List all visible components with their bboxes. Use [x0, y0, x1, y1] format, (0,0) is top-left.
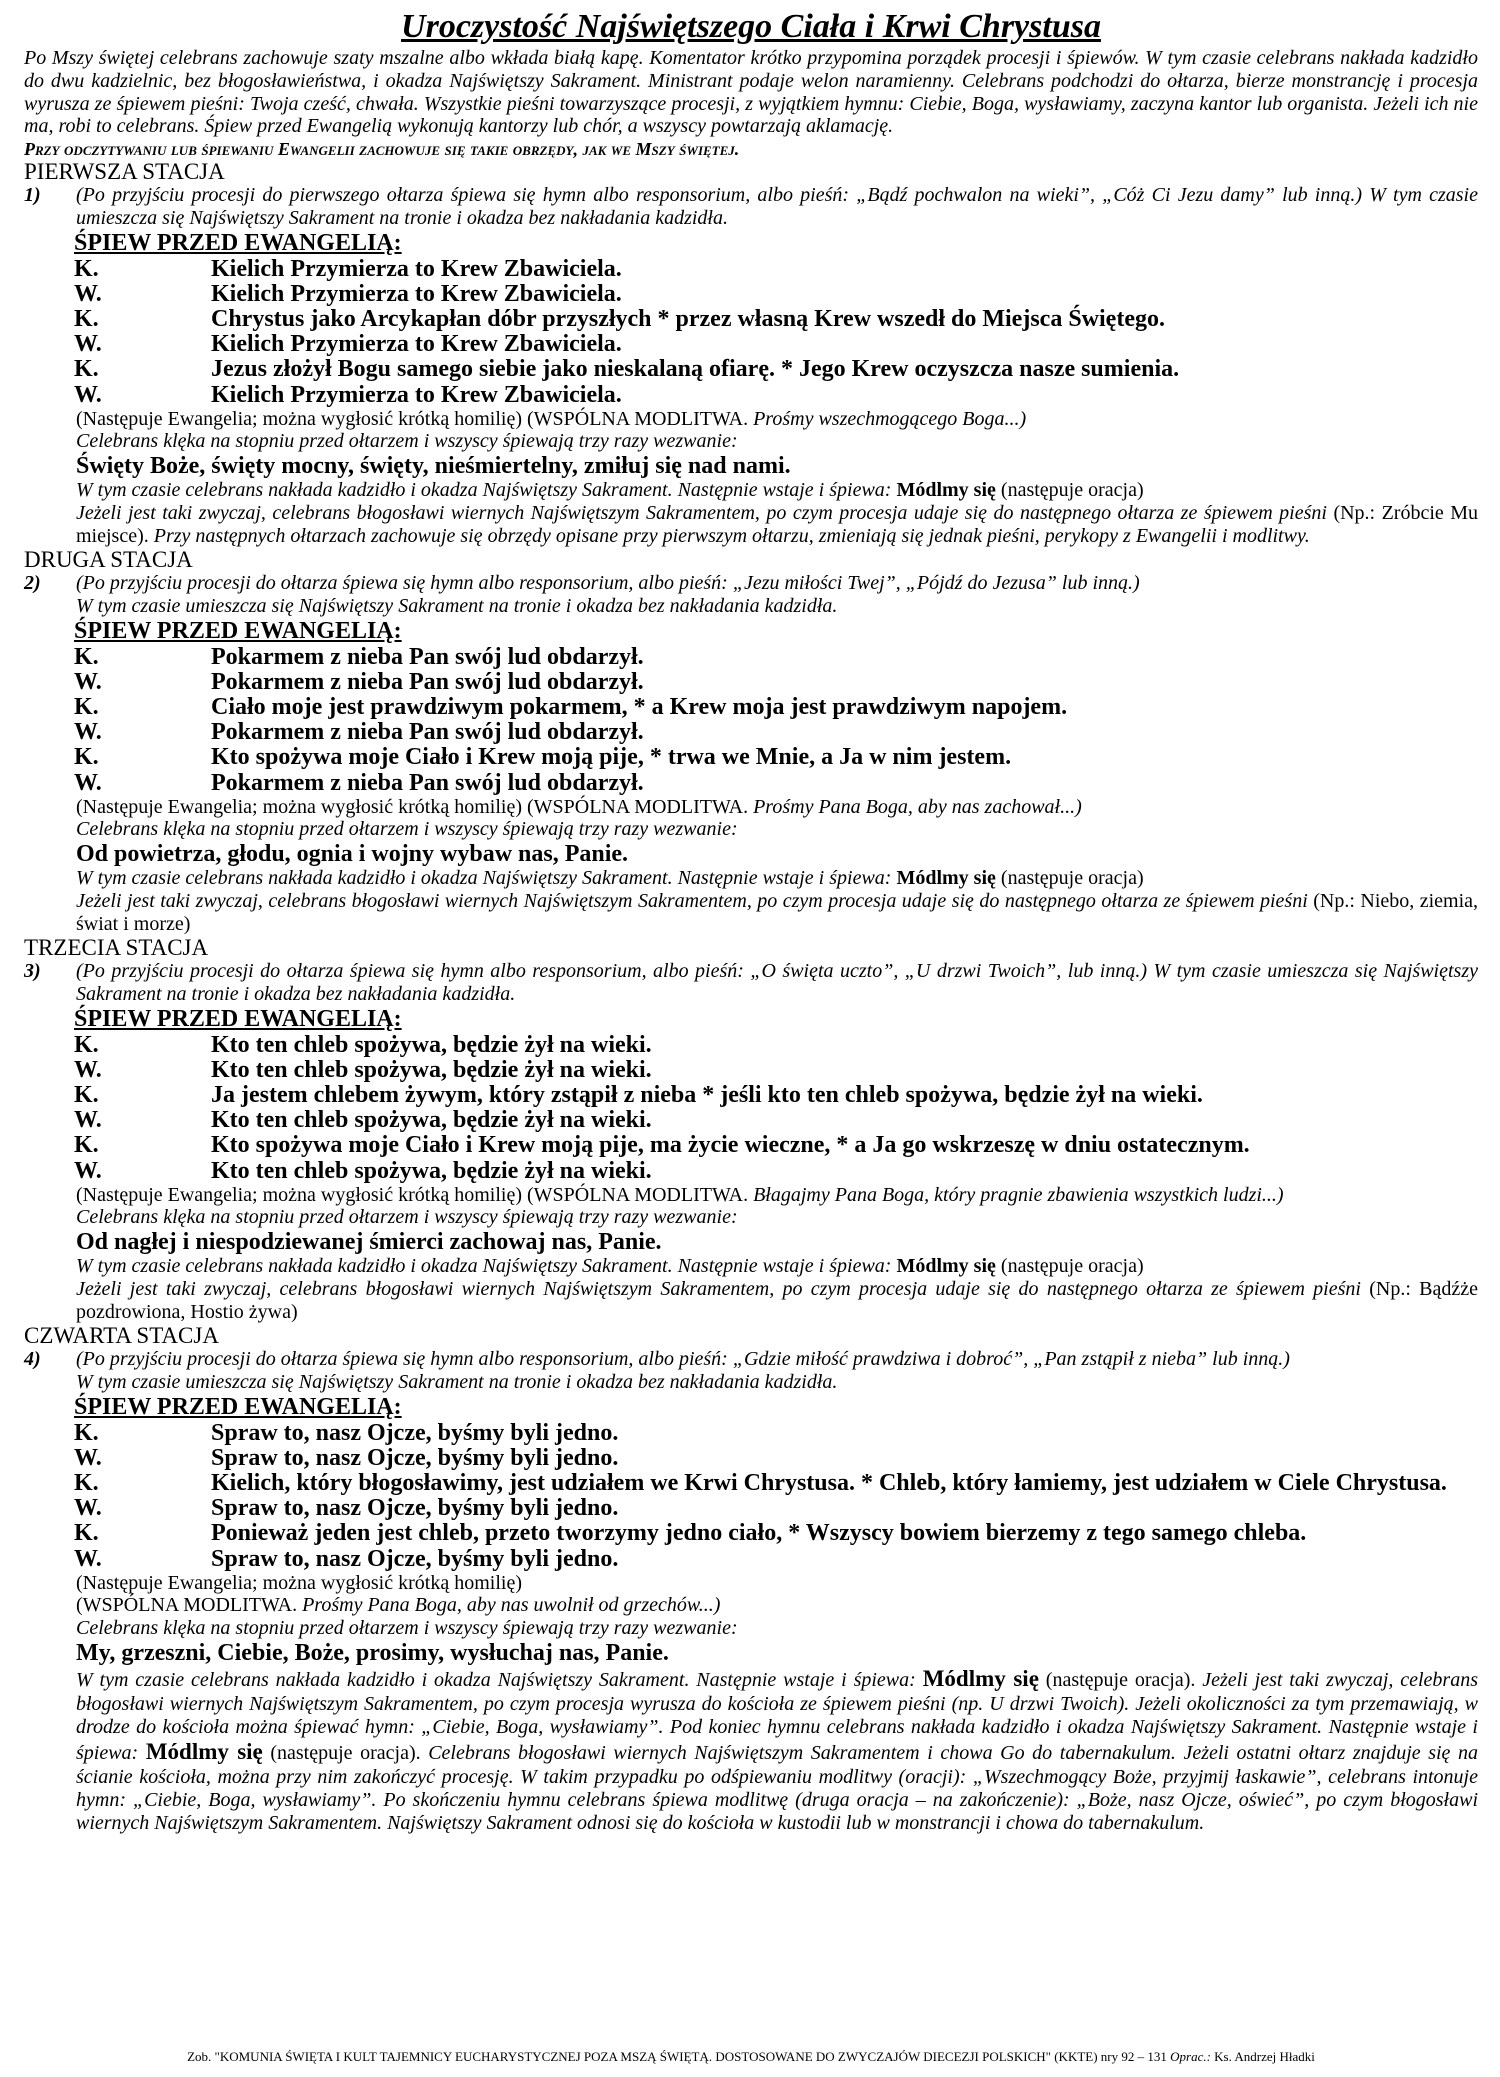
response-line	[24, 1521, 1478, 1546]
response-text: Kielich, który błogosławimy, jest udziałem we Krwi Chrystusa. * Chleb, który łamiemy, jest udziałem w Ciele Chrystusa.	[211, 1469, 1447, 1496]
station-title: CZWARTA STACJA	[24, 1323, 219, 1349]
response-text: Ja jestem chlebem żywym, który zstąpił z nieba * jeśli kto ten chleb spożywa, będzie żył na wieki.	[211, 1081, 1203, 1108]
station-number: 3)	[24, 960, 41, 983]
blessing-instruction	[24, 502, 1478, 547]
modlmy-label: Módlmy się	[896, 1255, 996, 1278]
response-text: Ponieważ jeden jest chleb, przeto tworzymy jedno ciało, * Wszyscy bowiem bierzemy z tego samego chleba.	[211, 1520, 1307, 1547]
station-intro	[24, 1348, 1478, 1371]
response-line	[24, 1496, 1478, 1521]
response-text: Spraw to, nasz Ojcze, byśmy byli jedno.	[211, 1419, 619, 1446]
response-line	[24, 1033, 1478, 1058]
blessing-text: Jeżeli jest taki zwyczaj, celebrans błogosławi wiernych Najświętszym Sakramentem, po czym procesja udaje się do następnego ołtarza ze śpiewem pieśni	[76, 889, 1308, 912]
response-leader: K.	[74, 1419, 99, 1446]
final-text-1: W tym czasie celebrans nakłada kadzidło i okadza Najświętszy Sakrament. Następnie wstaje i śpiewa:	[76, 1668, 916, 1691]
gospel-acclamation-heading: ŚPIEW PRZED EWANGELIĄ:	[74, 618, 402, 645]
response-leader: K.	[74, 1469, 99, 1496]
response-leader: K.	[74, 1081, 99, 1108]
response-leader: K.	[74, 305, 99, 332]
response-leader: K.	[74, 1132, 99, 1159]
invocation: Święty Boże, święty mocny, święty, nieśmiertelny, zmiłuj się nad nami.	[76, 452, 791, 479]
final-text-3: Celebrans błogosławi wiernych Najświętszym Sakramentem i chowa Go do tabernakulum. Jeżeli ostatni ołtarz znajduje się na ścianie kościoła, można przy nim zakończyć procesję. W takim przypadku po odśpiewaniu modlitwy (oracji): „Wszechmogący Boże, przyjmij łaskawie”, celebrans intonuje hymn: „Ciebie, Boga, wysławiamy”. Po skończeniu hymnu celebrans śpiewa modlitwę (druga oracja – na zakończenie): „Boże, nasz Ojcze, oświeć”, po czym błogosławi wiernych Najświętszym Sakramentem. Najświętszy Sakrament odnosi się do kościoła w kustodii lub w monstrancji i chowa do tabernakulum.	[76, 1741, 1479, 1834]
response-text: Kielich Przymierza to Krew Zbawiciela.	[211, 280, 622, 307]
response-line	[24, 282, 1478, 307]
gospel-acclamation-heading: ŚPIEW PRZED EWANGELIĄ:	[74, 230, 402, 257]
response-text: Spraw to, nasz Ojcze, byśmy byli jedno.	[211, 1545, 619, 1572]
incense-text: W tym czasie celebrans nakłada kadzidło i okadza Najświętszy Sakrament. Następnie wstaje i śpiewa:	[76, 479, 892, 502]
gospel-note	[24, 796, 1478, 819]
closing-instructions	[24, 1666, 1478, 1835]
response-text: Kto ten chleb spożywa, będzie żył na wieki.	[211, 1031, 652, 1058]
blessing-instruction	[24, 890, 1478, 935]
response-line	[24, 1133, 1478, 1158]
response-leader: K.	[74, 643, 99, 670]
gospel-acclamation-heading: ŚPIEW PRZED EWANGELIĄ:	[74, 1006, 402, 1033]
station-title: PIERWSZA STACJA	[24, 159, 225, 185]
station-intro	[24, 184, 1478, 229]
response-leader: W.	[74, 1157, 102, 1184]
station-title: DRUGA STACJA	[24, 547, 193, 573]
footer-author: Ks. Andrzej Hładki	[1214, 2049, 1315, 2064]
kneel-instruction: Celebrans klęka na stopniu przed ołtarzem i wszyscy śpiewają trzy razy wezwanie:	[76, 1206, 738, 1229]
sacrament-instruction: W tym czasie umieszcza się Najświętszy Sakrament na tronie i okadza bez nakładania kadzidła.	[76, 1370, 838, 1393]
response-leader: W.	[74, 1545, 102, 1572]
response-line	[24, 1547, 1478, 1572]
response-leader: W.	[74, 331, 102, 358]
response-line	[24, 332, 1478, 357]
song-suggestion: (Np.: Niebo, ziemia, świat i morze)	[76, 889, 1479, 935]
response-text: Chrystus jako Arcykapłan dóbr przyszłych * przez własną Krew wszedł do Miejsca Świętego.	[211, 305, 1165, 332]
station-intro	[24, 960, 1478, 1005]
response-line	[24, 1058, 1478, 1083]
response-line	[24, 383, 1478, 408]
oracja-label: (następuje oracja)	[1000, 479, 1144, 502]
gospel-note-text: (Następuje Ewangelia; można wygłosić krótką homilię) (WSPÓLNA MODLITWA.	[76, 1183, 749, 1206]
response-text: Ciało moje jest prawdziwym pokarmem, * a Krew moja jest prawdziwym napojem.	[211, 693, 1068, 720]
response-text: Kto spożywa moje Ciało i Krew moją pije, ma życie wieczne, * a Ja go wskrzeszę w dniu ostatecznym.	[211, 1132, 1250, 1159]
response-leader: W.	[74, 769, 102, 796]
invocation: Od powietrza, głodu, ognia i wojny wybaw nas, Panie.	[76, 840, 629, 867]
response-leader: K.	[74, 356, 99, 383]
gospel-note-text: (Następuje Ewangelia; można wygłosić krótką homilię) (WSPÓLNA MODLITWA.	[76, 407, 749, 430]
response-line	[24, 670, 1478, 695]
response-leader: W.	[74, 1444, 102, 1471]
response-text: Kto ten chleb spożywa, będzie żył na wieki.	[211, 1056, 652, 1083]
response-text: Pokarmem z nieba Pan swój lud obdarzył.	[211, 668, 644, 695]
footer-opr: Oprac.:	[1170, 2049, 1211, 2064]
station-intro	[24, 572, 1478, 595]
station-intro-text: (Po przyjściu procesji do ołtarza śpiewa się hymn albo responsorium, albo pieśń: „O święta uczto”, „U drzwi Twoich”, lub inną.) W tym czasie umieszcza się Najświętszy Sakrament na tronie i okadza bez nakładania kadzidła.	[76, 960, 1478, 1005]
response-leader: W.	[74, 280, 102, 307]
response-leader: W.	[74, 381, 102, 408]
gospel-acclamation-heading: ŚPIEW PRZED EWANGELIĄ:	[74, 1394, 402, 1421]
response-line	[24, 257, 1478, 282]
incense-instruction	[24, 1255, 1478, 1278]
gospel-note-text: (Następuje Ewangelia; można wygłosić krótką homilię) (WSPÓLNA MODLITWA.	[76, 795, 749, 818]
response-leader: W.	[74, 1107, 102, 1134]
response-leader: K.	[74, 1031, 99, 1058]
response-leader: W.	[74, 719, 102, 746]
incense-instruction	[24, 867, 1478, 890]
response-leader: K.	[74, 1520, 99, 1547]
response-line	[24, 645, 1478, 670]
footer-source: Zob. "KOMUNIA ŚWIĘTA I KULT TAJEMNICY EUCHARYSTYCZNEJ POZA MSZĄ ŚWIĘTĄ. DOSTOSOWANE DO ZWYCZAJÓW DIECEZJI POLSKICH" (KKTE) nry 92 – 131	[187, 2049, 1167, 2064]
final-text-2: Jeżeli jest taki zwyczaj, celebrans błogosławi wiernych Najświętszym Sakramentem, po czym procesja wyrusza do kościoła ze śpiewem pieśni (np. U drzwi Twoich). Jeżeli okoliczności za tym przemawiają, w drodze do kościoła można śpiewać hymn: „Ciebie, Boga, wysławiamy”. Pod koniec hymnu celebrans nakłada kadzidło i okadza Najświętszy Sakrament. Następnie wstaje i śpiewa:	[76, 1668, 1479, 1764]
modlmy-label: Módlmy się	[145, 1738, 263, 1764]
song-suggestion: (Np.: Zróbcie Mu miejsce).	[76, 501, 1479, 547]
response-leader: W.	[74, 1495, 102, 1522]
modlmy-label: Módlmy się	[896, 867, 996, 890]
oracja-label: (następuje oracja)	[1000, 867, 1144, 890]
invocation: My, grzeszni, Ciebie, Boże, prosimy, wysłuchaj nas, Panie.	[76, 1639, 669, 1666]
extra-note: Przy następnych ołtarzach zachowuje się obrzędy opisane przy pierwszym ołtarzu, zmieniają się jednak pieśni, perykopy z Ewangelii i modlitwy.	[153, 524, 1310, 547]
response-text: Pokarmem z nieba Pan swój lud obdarzył.	[211, 643, 644, 670]
gospel-note: (Następuje Ewangelia; można wygłosić krótką homilię)	[76, 1571, 522, 1594]
station-intro-text: (Po przyjściu procesji do ołtarza śpiewa się hymn albo responsorium, albo pieśń: „Jezu miłości Twej”, „Pójdź do Jezusa” lub inną.)	[76, 572, 1140, 595]
response-line	[24, 1446, 1478, 1471]
response-text: Spraw to, nasz Ojcze, byśmy byli jedno.	[211, 1444, 619, 1471]
invocation: Od nagłej i niespodziewanej śmierci zachowaj nas, Panie.	[76, 1228, 662, 1255]
response-line	[24, 745, 1478, 770]
response-text: Kielich Przymierza to Krew Zbawiciela.	[211, 381, 622, 408]
prayer-intention: Błagajmy Pana Boga, który pragnie zbawienia wszystkich ludzi...)	[753, 1183, 1284, 1206]
response-line	[24, 771, 1478, 796]
response-line	[24, 307, 1478, 332]
station-1	[24, 160, 1478, 547]
oracja-label: (następuje oracja).	[1045, 1668, 1196, 1691]
response-text: Kielich Przymierza to Krew Zbawiciela.	[211, 255, 622, 282]
oracja-label: (następuje oracja).	[270, 1741, 421, 1764]
gospel-note	[24, 408, 1478, 431]
response-text: Pokarmem z nieba Pan swój lud obdarzył.	[211, 769, 644, 796]
response-leader: W.	[74, 1056, 102, 1083]
response-text: Kto ten chleb spożywa, będzie żył na wieki.	[211, 1107, 652, 1134]
station-intro-text: (Po przyjściu procesji do ołtarza śpiewa się hymn albo responsorium, albo pieśń: „Gdzie miłość prawdziwa i dobroć”, „Pan zstąpił z nieba” lub inną.)	[76, 1348, 1290, 1371]
station-number: 1)	[24, 184, 41, 207]
blessing-text: Jeżeli jest taki zwyczaj, celebrans błogosławi wiernych Najświętszym Sakramentem, po czym procesja udaje się do następnego ołtarza ze śpiewem pieśni	[76, 1277, 1361, 1300]
response-line	[24, 1083, 1478, 1108]
incense-text: W tym czasie celebrans nakłada kadzidło i okadza Najświętszy Sakrament. Następnie wstaje i śpiewa:	[76, 1255, 892, 1278]
incense-instruction	[24, 479, 1478, 502]
station-4	[24, 1324, 1478, 1835]
station-intro-text: (Po przyjściu procesji do pierwszego ołtarza śpiewa się hymn albo responsorium, albo pieśń: „Bądź pochwalon na wieki”, „Cóż Ci Jezu damy” lub inną.) W tym czasie umieszcza się Najświętszy Sakrament na tronie i okadza bez nakładania kadzidła.	[76, 184, 1478, 229]
response-line	[24, 720, 1478, 745]
response-text: Jezus złożył Bogu samego siebie jako nieskalaną ofiarę. * Jego Krew oczyszcza nasze sumienia.	[211, 356, 1180, 383]
modlmy-label: Módlmy się	[922, 1665, 1039, 1691]
response-leader: K.	[74, 255, 99, 282]
response-text: Kielich Przymierza to Krew Zbawiciela.	[211, 331, 622, 358]
kneel-instruction: Celebrans klęka na stopniu przed ołtarzem i wszyscy śpiewają trzy razy wezwanie:	[76, 1616, 738, 1639]
gospel-rubric: Przy odczytywaniu lub śpiewaniu Ewangelii zachowuje się takie obrzędy, jak we Mszy świętej.	[24, 138, 740, 159]
station-title: TRZECIA STACJA	[24, 935, 209, 961]
intro-paragraph: Po Mszy świętej celebrans zachowuje szaty mszalne albo wkłada białą kapę. Komentator krótko przypomina porządek procesji i śpiewów. W tym czasie celebrans nakłada kadzidło do dwu kadzielnic, bez błogosławieństwa, i okadza Najświętszy Sakrament. Ministrant podaje welon naramienny. Celebrans podchodzi do ołtarza, bierze monstrancję i procesja wyrusza ze śpiewem pieśni: Twoja cześć, chwała. Wszystkie pieśni towarzyszące procesji, z wyjątkiem hymnu: Ciebie, Boga, wysławiamy, zaczyna kantor lub organista. Jeżeli ich nie ma, robi to celebrans. Śpiew przed Ewangelią wykonują kantorzy lub chór, a wszyscy powtarzają aklamację.	[24, 47, 1478, 138]
modlmy-label: Módlmy się	[896, 479, 996, 502]
station-number: 2)	[24, 572, 41, 595]
response-text: Kto spożywa moje Ciało i Krew moją pije, * trwa we Mnie, a Ja w nim jestem.	[211, 744, 1012, 771]
response-line	[24, 1159, 1478, 1184]
wspolna-label: (WSPÓLNA MODLITWA.	[76, 1594, 298, 1617]
station-number: 4)	[24, 1348, 41, 1371]
station-2	[24, 548, 1478, 935]
blessing-instruction	[24, 1278, 1478, 1323]
gospel-note	[24, 1184, 1478, 1207]
response-line	[24, 1421, 1478, 1446]
response-leader: W.	[74, 668, 102, 695]
kneel-instruction: Celebrans klęka na stopniu przed ołtarzem i wszyscy śpiewają trzy razy wezwanie:	[76, 818, 738, 841]
blessing-text: Jeżeli jest taki zwyczaj, celebrans błogosławi wiernych Najświętszym Sakramentem, po czym procesja udaje się do następnego ołtarza ze śpiewem pieśni	[76, 501, 1327, 524]
response-line	[24, 695, 1478, 720]
response-text: Kto ten chleb spożywa, będzie żył na wieki.	[211, 1157, 652, 1184]
page-title: Uroczystość Najświętszego Ciała i Krwi Chrystusa	[401, 8, 1101, 45]
source-footer	[24, 2050, 1478, 2065]
oracja-label: (następuje oracja)	[1000, 1255, 1144, 1278]
response-text: Spraw to, nasz Ojcze, byśmy byli jedno.	[211, 1495, 619, 1522]
response-leader: K.	[74, 693, 99, 720]
prayer-intention: Prośmy Pana Boga, aby nas uwolnił od grzechów...)	[302, 1594, 721, 1617]
response-text: Pokarmem z nieba Pan swój lud obdarzył.	[211, 719, 644, 746]
prayer-intention: Prośmy Pana Boga, aby nas zachował...)	[753, 795, 1082, 818]
response-line	[24, 357, 1478, 382]
sacrament-instruction: W tym czasie umieszcza się Najświętszy Sakrament na tronie i okadza bez nakładania kadzidła.	[76, 594, 838, 617]
station-3	[24, 936, 1478, 1323]
common-prayer	[24, 1594, 1478, 1617]
song-suggestion: (Np.: Bądźże pozdrowiona, Hostio żywa)	[76, 1277, 1479, 1323]
response-line	[24, 1471, 1478, 1496]
kneel-instruction: Celebrans klęka na stopniu przed ołtarzem i wszyscy śpiewają trzy razy wezwanie:	[76, 430, 738, 453]
prayer-intention: Prośmy wszechmogącego Boga...)	[753, 407, 1027, 430]
incense-text: W tym czasie celebrans nakłada kadzidło i okadza Najświętszy Sakrament. Następnie wstaje i śpiewa:	[76, 867, 892, 890]
response-line	[24, 1108, 1478, 1133]
response-leader: K.	[74, 744, 99, 771]
